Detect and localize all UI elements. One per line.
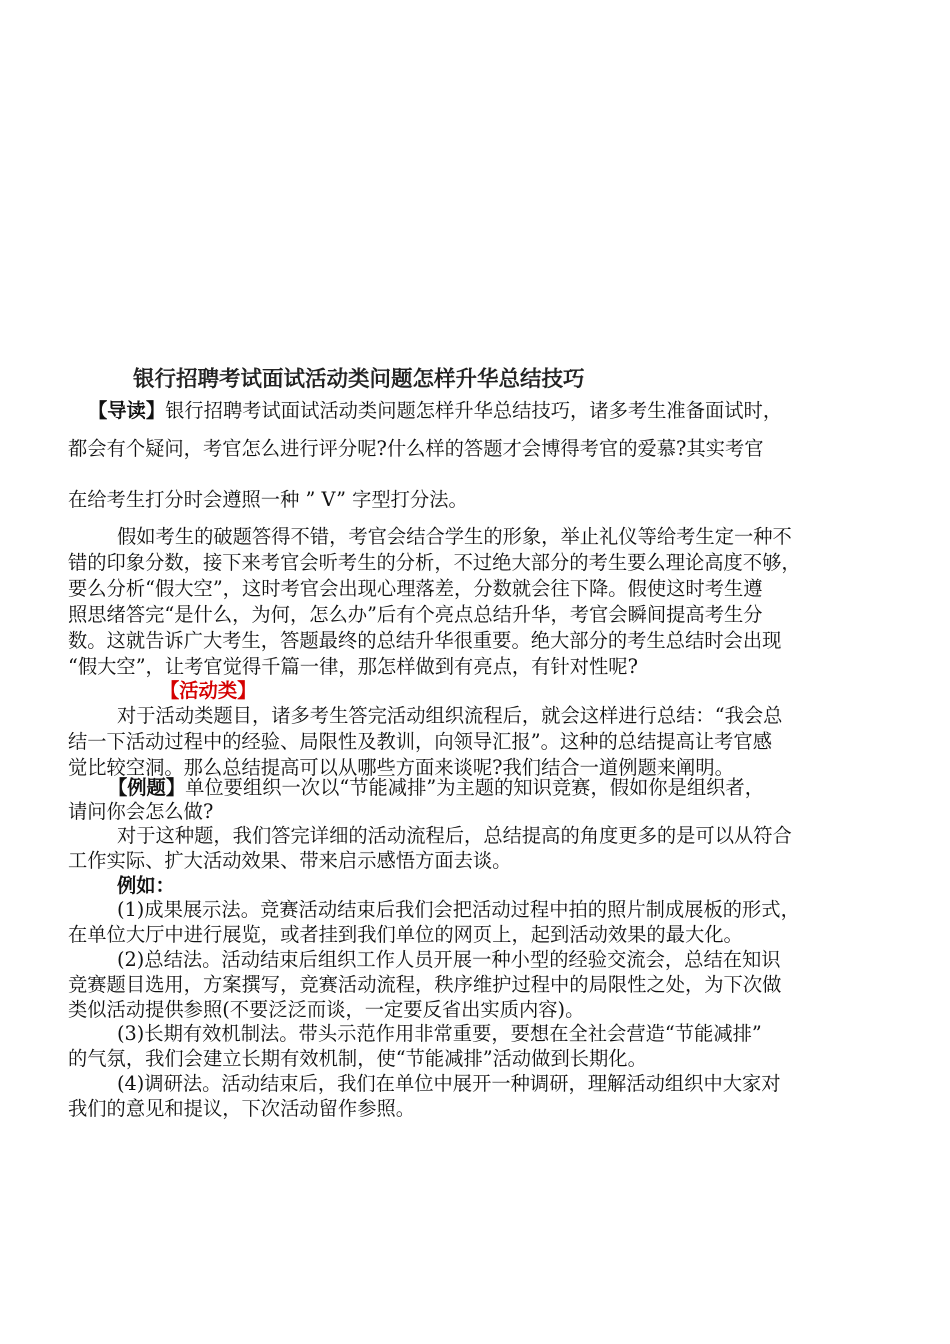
para2-line-3: 觉比较空洞。那么总结提高可以从哪些方面来谈呢?我们结合一道例题来阐明。 xyxy=(68,756,734,779)
para3-line-2: 工作实际、扩大活动效果、带来启示感悟方面去谈。 xyxy=(68,849,512,872)
para2-line-2: 结一下活动过程中的经验、局限性及教训，向领导汇报”。这种的总结提高让考官感 xyxy=(68,730,772,753)
item-line-9: 我们的意见和提议，下次活动留作参照。 xyxy=(68,1097,416,1120)
para3-line-1: 对于这种题，我们答完详细的活动流程后，总结提高的角度更多的是可以从符合 xyxy=(117,824,792,847)
para1-line-3: 要么分析“假大空”，这时考官会出现心理落差，分数就会往下降。假使这时考生遵 xyxy=(68,577,763,600)
item-line-1: (1)成果展示法。竞赛活动结束后我们会把活动过程中拍的照片制成展板的形式， xyxy=(117,898,800,921)
item-line-2: 在单位大厅中进行展览，或者挂到我们单位的网页上，起到活动效果的最大化。 xyxy=(68,923,743,946)
item-line-3: (2)总结法。活动结束后组织工作人员开展一种小型的经验交流会，总结在知识 xyxy=(117,948,781,971)
for-example-label: 例如： xyxy=(117,874,175,897)
para1-line-4: 照思绪答完“是什么，为何，怎么办”后有个亮点总结升华，考官会瞬间提高考生分 xyxy=(68,603,763,626)
intro-text-1: 银行招聘考试面试活动类问题怎样升华总结技巧，诸多考生准备面试时， xyxy=(165,399,783,422)
intro-tag: 【导读】 xyxy=(88,399,166,422)
example-line-2: 请问你会怎么做? xyxy=(68,800,214,823)
para2-line-1: 对于活动类题目，诸多考生答完活动组织流程后，就会这样进行总结：“我会总 xyxy=(117,704,783,727)
intro-line-1 xyxy=(88,398,782,424)
item-line-6: (3)长期有效机制法。带头示范作用非常重要，要想在全社会营造“节能减排” xyxy=(117,1022,762,1045)
para1-line-6: “假大空”，让考官觉得千篇一律，那怎样做到有亮点，有针对性呢? xyxy=(68,655,638,678)
item-line-5: 类似活动提供参照(不要泛泛而谈，一定要反省出实质内容)。 xyxy=(68,998,585,1021)
intro-line-3: 在给考生打分时会遵照一种 ” V” 字型打分法。 xyxy=(68,488,468,511)
item-line-7: 的气氛，我们会建立长期有效机制，使“节能减排”活动做到长期化。 xyxy=(68,1047,647,1070)
section-heading-activity: 【活动类】 xyxy=(160,679,257,702)
para1-line-5: 数。这就告诉广大考生，答题最终的总结升华很重要。绝大部分的考生总结时会出现 xyxy=(68,629,782,652)
item-line-4: 竞赛题目选用，方案撰写，竞赛活动流程，秩序维护过程中的局限性之处，为下次做 xyxy=(68,973,782,996)
item-line-8: (4)调研法。活动结束后，我们在单位中展开一种调研，理解活动组织中大家对 xyxy=(117,1072,781,1095)
example-tag: 【例题】 xyxy=(108,776,186,799)
para1-line-2: 错的印象分数，接下来考官会听考生的分析，不过绝大部分的考生要么理论高度不够， xyxy=(68,551,801,574)
document-title: 银行招聘考试面试活动类问题怎样升华总结技巧 xyxy=(133,367,585,392)
intro-line-2: 都会有个疑问，考官怎么进行评分呢?什么样的答题才会博得考官的爱慕?其实考官 xyxy=(68,437,764,460)
example-text-1: 单位要组织一次以“节能减排”为主题的知识竞赛，假如你是组织者， xyxy=(185,776,764,799)
example-line-1 xyxy=(108,775,764,801)
para1-line-1: 假如考生的破题答得不错，考官会结合学生的形象，举止礼仪等给考生定一种不 xyxy=(117,525,792,548)
